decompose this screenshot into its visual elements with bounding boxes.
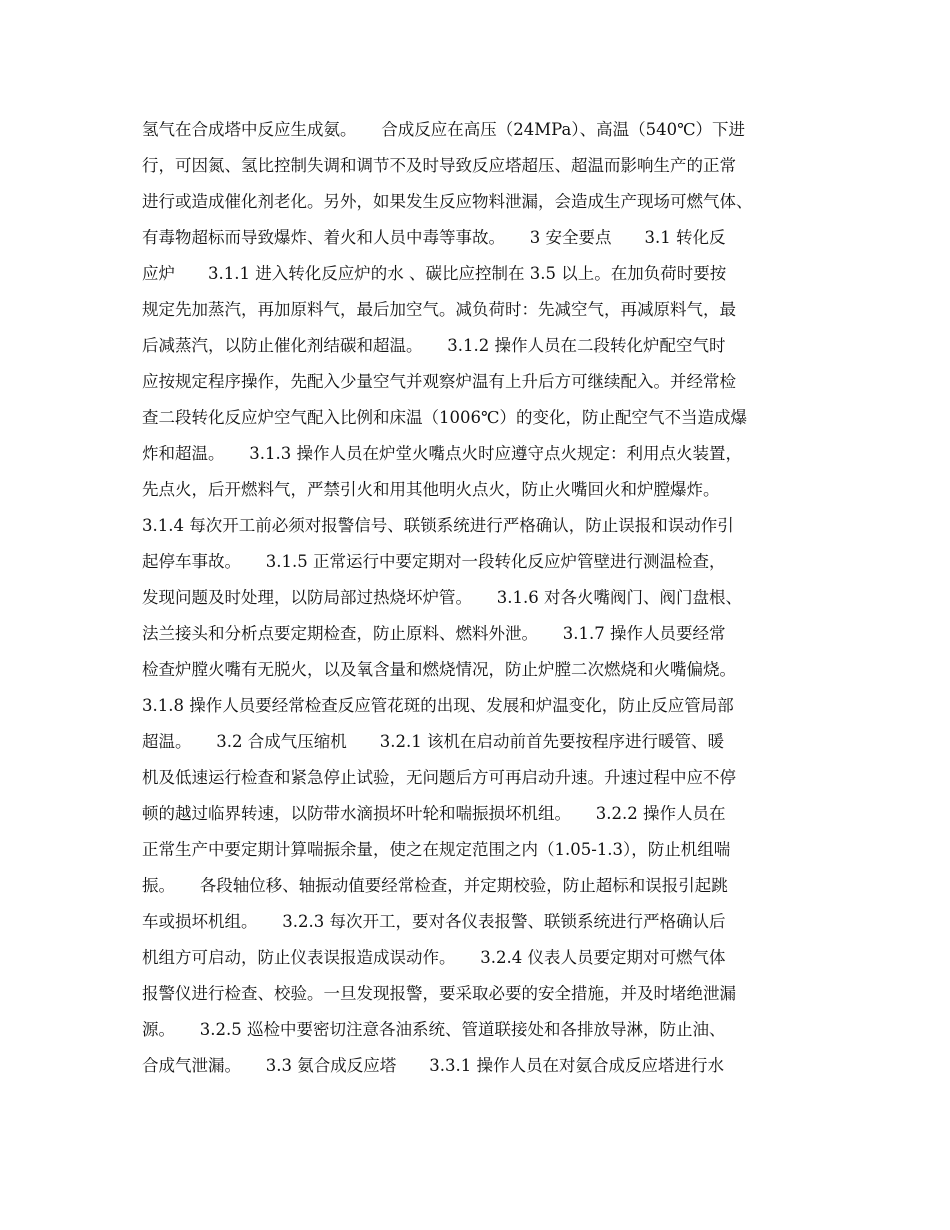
text-line: 正常生产中要定期计算喘振余量，使之在规定范围之内（1.05-1.3），防止机组喘 [142,840,731,859]
text-line: 检查炉膛火嘴有无脱火，以及氧含量和燃烧情况，防止炉膛二次燃烧和火嘴偏烧。 [142,660,736,679]
text-line: 顿的越过临界转速，以防带水滴损坏叶轮和喘振损坏机组。 3.2.2 操作人员在 [142,804,726,823]
text-line: 法兰接头和分析点要定期检查，防止原料、燃料外泄。 3.1.7 操作人员要经常 [142,624,726,643]
text-line: 有毒物超标而导致爆炸、着火和人员中毒等事故。 3 安全要点 3.1 转化反 [142,228,726,247]
text-line: 机组方可启动，防止仪表误报造成误动作。 3.2.4 仪表人员要定期对可燃气体 [142,948,726,967]
text-line: 车或损坏机组。 3.2.3 每次开工，要对各仪表报警、联锁系统进行严格确认后 [142,912,726,931]
text-line: 后减蒸汽，以防止催化剂结碳和超温。 3.1.2 操作人员在二段转化炉配空气时 [142,336,726,355]
text-line: 规定先加蒸汽，再加原料气，最后加空气。减负荷时：先减空气，再减原料气，最 [142,300,736,319]
text-line: 超温。 3.2 合成气压缩机 3.2.1 该机在启动前首先要按程序进行暖管、暖 [142,732,724,751]
text-line: 起停车事故。 3.1.5 正常运行中要定期对一段转化反应炉管壁进行测温检查， [142,552,726,571]
text-line: 报警仪进行检查、校验。一旦发现报警，要采取必要的安全措施，并及时堵绝泄漏 [142,984,736,1003]
text-line: 进行或造成催化剂老化。另外，如果发生反应物料泄漏，会造成生产现场可燃气体、 [142,192,753,211]
text-line: 应按规定程序操作，先配入少量空气并观察炉温有上升后方可继续配入。并经常检 [142,372,736,391]
text-line: 合成气泄漏。 3.3 氨合成反应塔 3.3.1 操作人员在对氨合成反应塔进行水 [142,1056,724,1075]
text-line: 先点火，后开燃料气，严禁引火和用其他明火点火，防止火嘴回火和炉膛爆炸。 [142,480,720,499]
text-line: 氢气在合成塔中反应生成氨。 合成反应在高压（24MPa）、高温（540℃）下进 [142,120,746,139]
text-line: 发现问题及时处理，以防局部过热烧坏炉管。 3.1.6 对各火嘴阀门、阀门盘根、 [142,588,742,607]
text-line: 振。 各段轴位移、轴振动值要经常检查，并定期校验，防止超标和误报引起跳 [142,876,728,895]
text-line: 3.1.4 每次开工前必须对报警信号、联锁系统进行严格确认，防止误报和误动作引 [142,516,734,535]
text-line: 机及低速运行检查和紧急停止试验，无问题后方可再启动升速。升速过程中应不停 [142,768,736,787]
text-line: 应炉 3.1.1 进入转化反应炉的水 、碳比应控制在 3.5 以上。在加负荷时要按 [142,264,727,283]
text-line: 源。 3.2.5 巡检中要密切注意各油系统、管道联接处和各排放导淋，防止油、 [142,1020,726,1039]
text-line: 3.1.8 操作人员要经常检查反应管花斑的出现、发展和炉温变化，防止反应管局部 [142,696,734,715]
text-line: 炸和超温。 3.1.3 操作人员在炉堂火嘴点火时应遵守点火规定：利用点火装置， [142,444,742,463]
body-text [142,112,822,1084]
text-line: 查二段转化反应炉空气配入比例和床温（1006℃）的变化，防止配空气不当造成爆 [142,408,747,427]
text-line: 行，可因氮、氢比控制失调和调节不及时导致反应塔超压、超温而影响生产的正常 [142,156,736,175]
